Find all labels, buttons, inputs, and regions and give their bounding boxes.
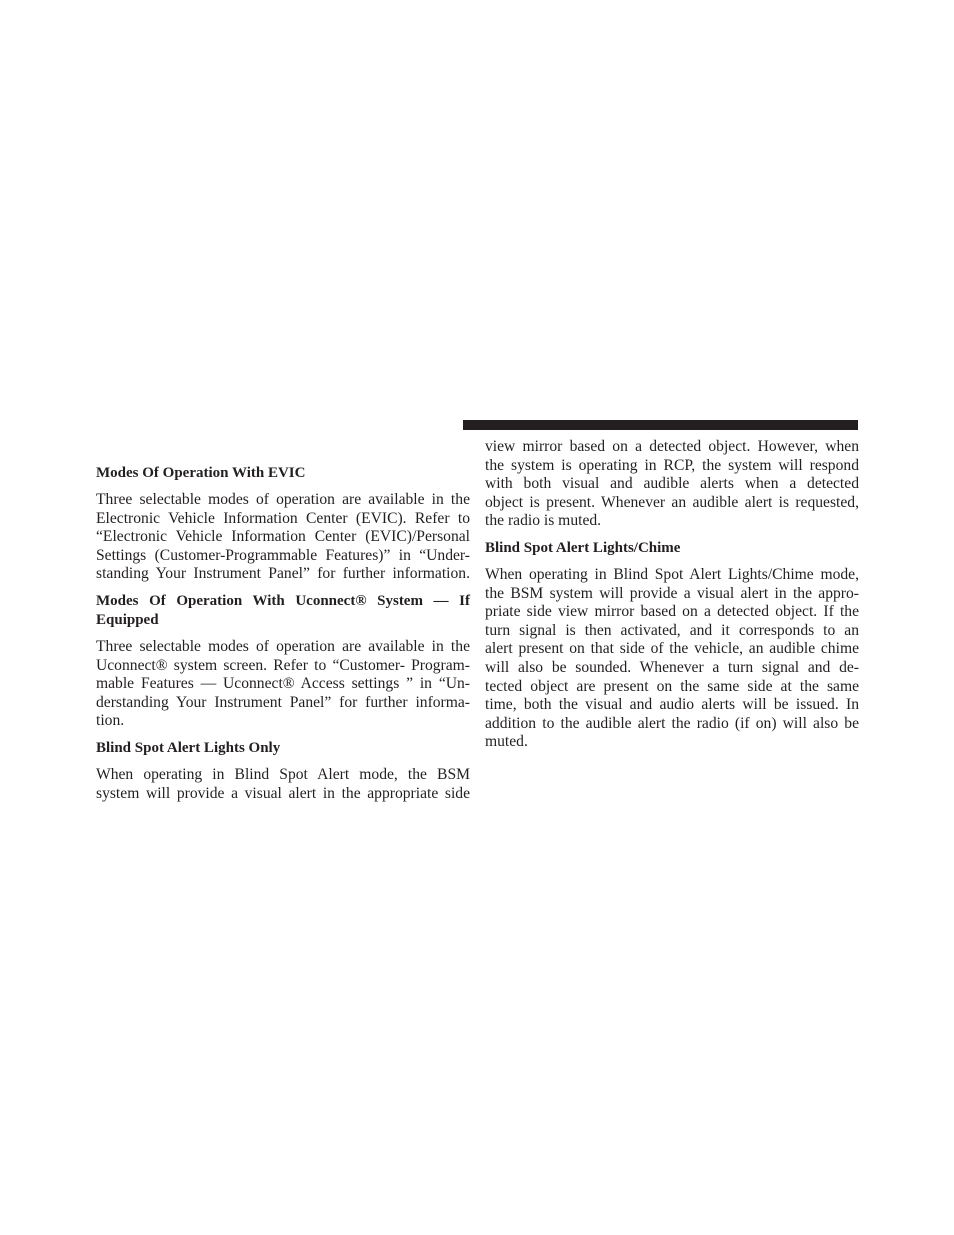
heading-modes-uconnect: [96, 592, 470, 630]
text-line: the BSM system will provide a visual alert in the appro-: [485, 584, 859, 602]
text-line: addition to the audible alert the radio (if on) will also be: [485, 714, 859, 732]
text-line: Modes Of Operation With Uconnect® System — If: [96, 592, 470, 609]
text-line: muted.: [485, 733, 528, 751]
paragraph-modes-uconnect: [96, 638, 470, 731]
text-line: the system is operating in RCP, the system will respond: [485, 456, 859, 474]
text-line: object is present. Whenever an audible alert is requested,: [485, 493, 859, 511]
text-line: Electronic Vehicle Information Center (EVIC). Refer to: [96, 509, 470, 527]
text-line: turn signal is then activated, and it corresponds to an: [485, 621, 859, 639]
text-line: standing Your Instrument Panel” for further information.: [96, 565, 470, 583]
text-line: “Electronic Vehicle Information Center (EVIC)/Personal: [96, 528, 470, 546]
text-line: view mirror based on a detected object. However, when: [485, 438, 859, 455]
text-line: will also be sounded. Whenever a turn signal and de-: [485, 658, 859, 676]
text-line: When operating in Blind Spot Alert Lights/Chime mode,: [485, 565, 859, 583]
paragraph-blind-spot-lights-chime: [485, 566, 859, 752]
text-line: When operating in Blind Spot Alert mode, the BSM: [96, 765, 470, 783]
paragraph-modes-evic: [96, 491, 470, 584]
text-line: Uconnect® system screen. Refer to “Customer- Program-: [96, 656, 470, 674]
text-line: with both visual and audible alerts when a detected: [485, 475, 859, 493]
text-line: system will provide a visual alert in the appropriate side: [96, 784, 470, 802]
text-line: Settings (Customer-Programmable Features)” in “Under-: [96, 546, 470, 564]
text-line: derstanding Your Instrument Panel” for further informa-: [96, 693, 470, 711]
text-line: mable Features — Uconnect® Access settings ” in “Un-: [96, 675, 470, 693]
left-column: [96, 464, 470, 803]
text-line: tion.: [96, 712, 125, 730]
text-line: Equipped: [96, 611, 159, 628]
text-line: priate side view mirror based on a detected object. If the: [485, 603, 859, 621]
text-line: tected object are present on the same side at the same: [485, 677, 859, 695]
heading-modes-evic: Modes Of Operation With EVIC: [96, 465, 306, 481]
text-line: Three selectable modes of operation are available in the: [96, 491, 470, 508]
heading-blind-spot-lights-chime: Blind Spot Alert Lights/Chime: [485, 539, 681, 556]
paragraph-continued: [485, 438, 859, 531]
text-line: the radio is muted.: [485, 512, 602, 530]
text-line: time, both the visual and audio alerts will be issued. In: [485, 696, 859, 714]
section-rule: [463, 420, 858, 430]
right-column: [485, 438, 859, 752]
heading-blind-spot-lights-only: Blind Spot Alert Lights Only: [96, 739, 281, 756]
text-line: alert present on that side of the vehicle, an audible chime: [485, 640, 859, 658]
paragraph-blind-spot-lights-only: [96, 766, 470, 803]
text-line: Three selectable modes of operation are available in the: [96, 637, 470, 655]
